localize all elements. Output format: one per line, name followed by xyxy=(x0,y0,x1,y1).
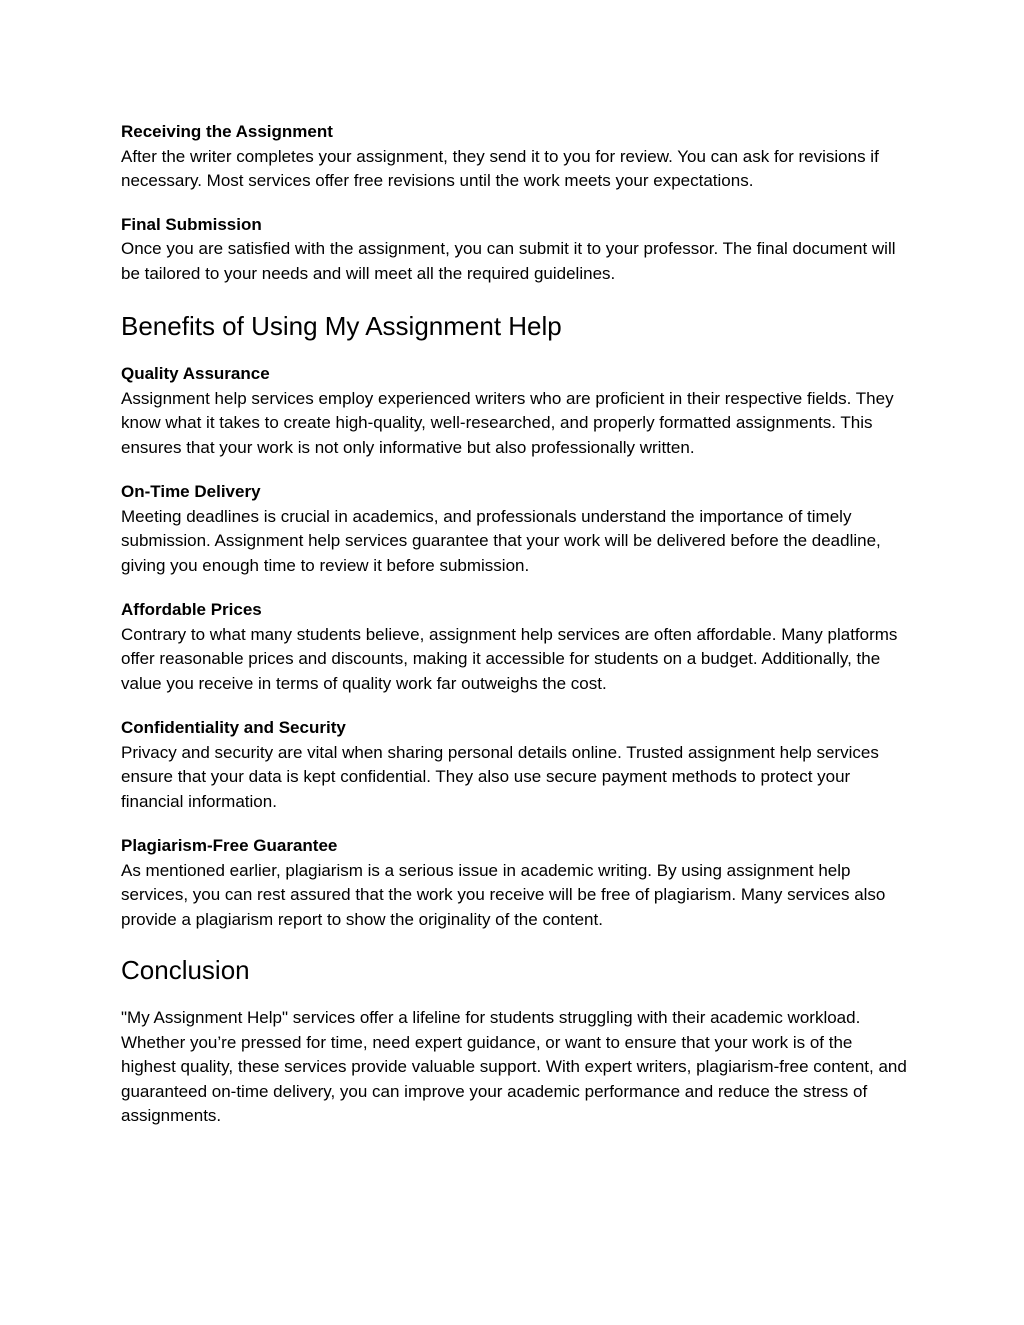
paragraph-confidentiality-security: Privacy and security are vital when sharing personal details online. Trusted assignment help services ensure that your data is kept confidential. They also use secure payment methods to protect your financial information. xyxy=(121,742,879,811)
subheading-on-time-delivery: On-Time Delivery xyxy=(121,482,261,501)
section-affordable-prices xyxy=(121,598,911,696)
subheading-plagiarism-free: Plagiarism-Free Guarantee xyxy=(121,836,338,855)
paragraph-final-submission: Once you are satisfied with the assignment, you can submit it to your professor. The final document will be tailored to your needs and will meet all the required guidelines. xyxy=(121,239,896,283)
heading-benefits: Benefits of Using My Assignment Help xyxy=(121,311,562,341)
section-plagiarism-free xyxy=(121,834,911,932)
section-quality-assurance xyxy=(121,362,911,460)
paragraph-conclusion: "My Assignment Help" services offer a lifeline for students struggling with their academic workload. Whether you’re pressed for time, need expert guidance, or want to ensure that your work is of the highest quality, these services provide valuable support. With expert writers, plagiarism-free content, and guaranteed on-time delivery, you can improve your academic performance and reduce the stress of assignments. xyxy=(121,1008,907,1125)
paragraph-affordable-prices: Contrary to what many students believe, assignment help services are often affordable. Many platforms offer reasonable prices and discounts, making it accessible for students on a budget. Additionally, the value you receive in terms of quality work far outweighs the cost. xyxy=(121,624,898,693)
subheading-affordable-prices: Affordable Prices xyxy=(121,600,262,619)
paragraph-on-time-delivery: Meeting deadlines is crucial in academics, and professionals understand the importance of timely submission. Assignment help services guarantee that your work will be delivered before the deadline, giving you enough time to review it before submission. xyxy=(121,506,881,575)
subheading-final-submission: Final Submission xyxy=(121,214,262,234)
section-receiving-assignment xyxy=(121,120,911,194)
paragraph-plagiarism-free: As mentioned earlier, plagiarism is a serious issue in academic writing. By using assignment help services, you can rest assured that the work you receive will be free of plagiarism. Many services also provide a plagiarism report to show the originality of the content. xyxy=(121,860,886,929)
paragraph-quality-assurance: Assignment help services employ experienced writers who are proficient in their respective fields. They know what it takes to create high-quality, well-researched, and properly formatted assignments. This ensures that your work is not only informative but also professionally written. xyxy=(121,388,894,457)
section-final-submission xyxy=(121,213,911,287)
section-on-time-delivery xyxy=(121,480,911,578)
document-page xyxy=(121,120,911,1129)
paragraph-receiving-assignment: After the writer completes your assignment, they send it to you for review. You can ask for revisions if necessary. Most services offer free revisions until the work meets your expectations. xyxy=(121,146,879,190)
subheading-quality-assurance: Quality Assurance xyxy=(121,364,270,383)
subheading-confidentiality-security: Confidentiality and Security xyxy=(121,718,346,737)
section-conclusion xyxy=(121,1006,911,1129)
section-confidentiality-security xyxy=(121,716,911,814)
heading-conclusion: Conclusion xyxy=(121,955,250,985)
subheading-receiving-assignment: Receiving the Assignment xyxy=(121,122,333,141)
